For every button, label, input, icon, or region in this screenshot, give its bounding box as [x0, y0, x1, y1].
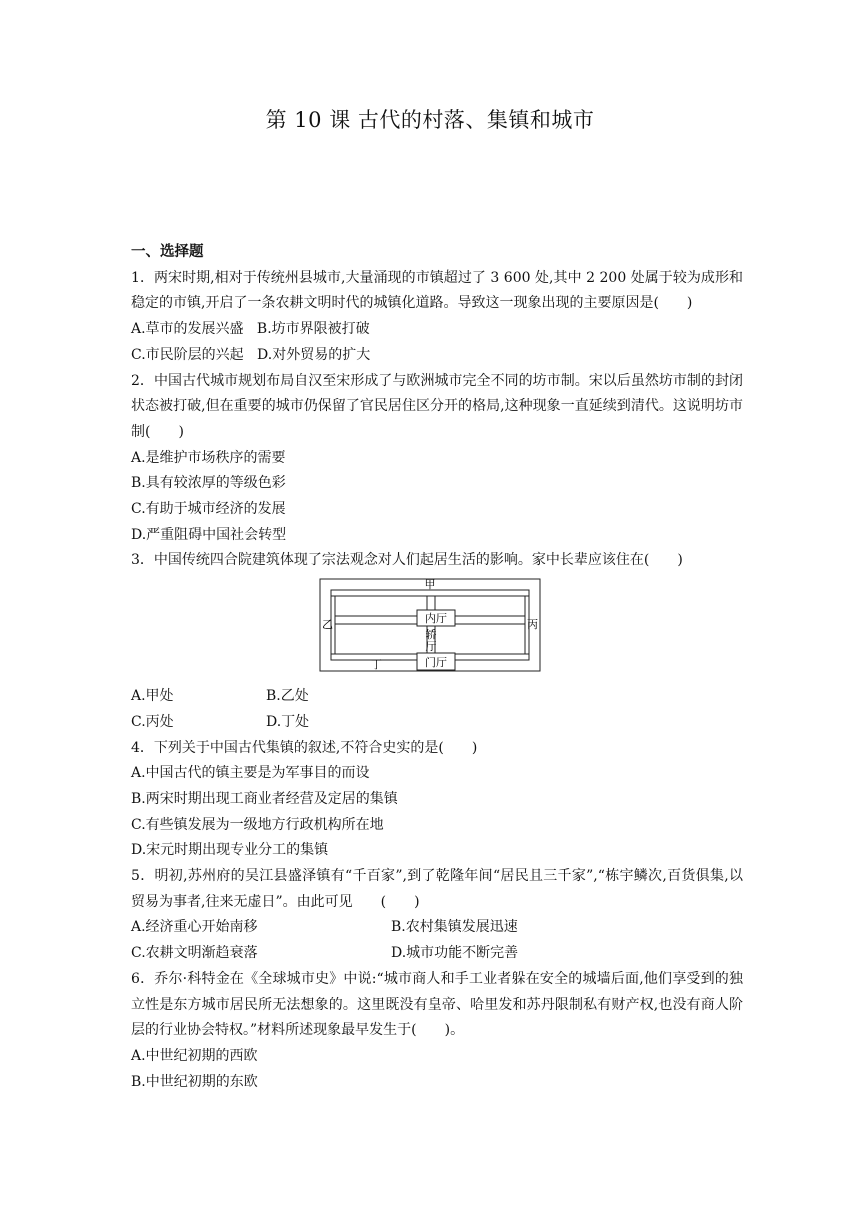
option-d[interactable]: D.城市功能不断完善 [391, 945, 519, 962]
question-6 [131, 967, 743, 1044]
question-number: 4． [131, 739, 154, 756]
label-jiaoting-char: 轿 [425, 628, 437, 642]
option-c[interactable]: C.丙处 [131, 713, 174, 730]
question-stem: 两宋时期,相对于传统州县城市,大量涌现的市镇超过了 3 600 处,其中 2 200 处属于较为成形和稳定的市镇,开启了一条农耕文明时代的城镇化道路。导致这一现象出现的主要原因是( ) [131, 269, 743, 312]
question-number: 6． [131, 970, 155, 987]
options-row [131, 710, 743, 736]
option-b[interactable]: B.中世纪初期的东欧 [131, 1073, 258, 1090]
option-c[interactable]: C.市民阶层的兴起 [131, 346, 244, 363]
label-jia: 甲 [424, 578, 436, 592]
options-row [131, 941, 743, 967]
question-stem: 下列关于中国古代集镇的叙述,不符合史实的是( ) [153, 739, 478, 756]
label-jiaoting-char: 厅 [425, 640, 437, 654]
option-d[interactable]: D.严重阻碍中国社会转型 [131, 526, 287, 543]
label-bing: 丙 [527, 618, 538, 632]
label-menting: 门厅 [425, 656, 447, 670]
option-a[interactable]: A.是维护市场秩序的需要 [131, 449, 286, 466]
option-c[interactable]: C.有助于城市经济的发展 [131, 501, 286, 518]
question-number: 1． [131, 269, 154, 286]
label-ding: 丁 [371, 658, 382, 672]
question-1 [131, 266, 743, 317]
option-d[interactable]: D.对外贸易的扩大 [257, 346, 371, 363]
question-stem: 中国传统四合院建筑体现了宗法观念对人们起居生活的影响。家中长辈应该住在( ) [153, 552, 683, 569]
option-a[interactable]: A.经济重心开始南移 [131, 919, 258, 936]
option-a[interactable]: A.甲处 [131, 688, 174, 705]
question-5 [131, 864, 743, 915]
option-b[interactable]: B.坊市界限被打破 [256, 321, 370, 338]
label-yi: 乙 [322, 618, 333, 632]
question-stem: 中国古代城市规划布局自汉至宋形成了与欧洲城市完全不同的坊市制。宋以后虽然坊市制的封闭状态被打破,但在重要的城市仍保留了官民居住区分开的格局,这种现象一直延续到清代。这说明坊市制( ) [131, 372, 743, 440]
label-jiaoting [426, 628, 437, 653]
question-number: 3． [131, 552, 154, 569]
option-a[interactable]: A.草市的发展兴盛 [131, 321, 244, 338]
options-row [131, 915, 743, 941]
options-row [131, 343, 743, 369]
question-number: 2． [131, 372, 154, 389]
option-a[interactable]: A.中国古代的镇主要是为军事目的而设 [131, 765, 370, 782]
option-c[interactable]: C.农耕文明渐趋衰落 [131, 945, 258, 962]
label-neiting: 内厅 [425, 612, 447, 626]
question-number: 5． [131, 868, 155, 885]
option-b[interactable]: B.具有较浓厚的等级色彩 [131, 475, 286, 492]
option-c[interactable]: C.有些镇发展为一级地方行政机构所在地 [131, 816, 384, 833]
courtyard-diagram [131, 578, 743, 678]
question-2 [131, 369, 743, 446]
option-b[interactable]: B.农村集镇发展迅速 [391, 919, 518, 936]
option-a[interactable]: A.中世纪初期的西欧 [131, 1047, 258, 1064]
option-d[interactable]: D.宋元时期出现专业分工的集镇 [131, 842, 329, 859]
options-row [131, 317, 743, 343]
option-b[interactable]: B.乙处 [266, 688, 309, 705]
options-row [131, 684, 743, 710]
question-stem: 乔尔·科特金在《全球城市史》中说:“城市商人和手工业者躲在安全的城墙后面,他们享受到的独立性是东方城市居民所无法想象的。这里既没有皇帝、哈里发和苏丹限制私有财产权,也没有商人阶层的行业协会特权。”材料所述现象最早发生于( )。 [131, 970, 743, 1039]
courtyard-diagram-svg [319, 578, 541, 674]
option-d[interactable]: D.丁处 [266, 713, 310, 730]
lesson-title: 第 10 课 古代的村落、集镇和城市 [265, 108, 595, 132]
section-heading: 一、选择题 [131, 244, 204, 260]
question-4 [131, 736, 743, 762]
question-content [131, 240, 743, 1095]
option-b[interactable]: B.两宋时期出现工商业者经营及定居的集镇 [131, 790, 398, 807]
question-stem: 明初,苏州府的吴江县盛泽镇有“千百家”,到了乾隆年间“居民且三千家”,“栋宇鳞次,百货俱集,以贸易为事者,往来无虚日”。由此可见 ( ) [131, 868, 743, 910]
question-3 [131, 548, 743, 574]
